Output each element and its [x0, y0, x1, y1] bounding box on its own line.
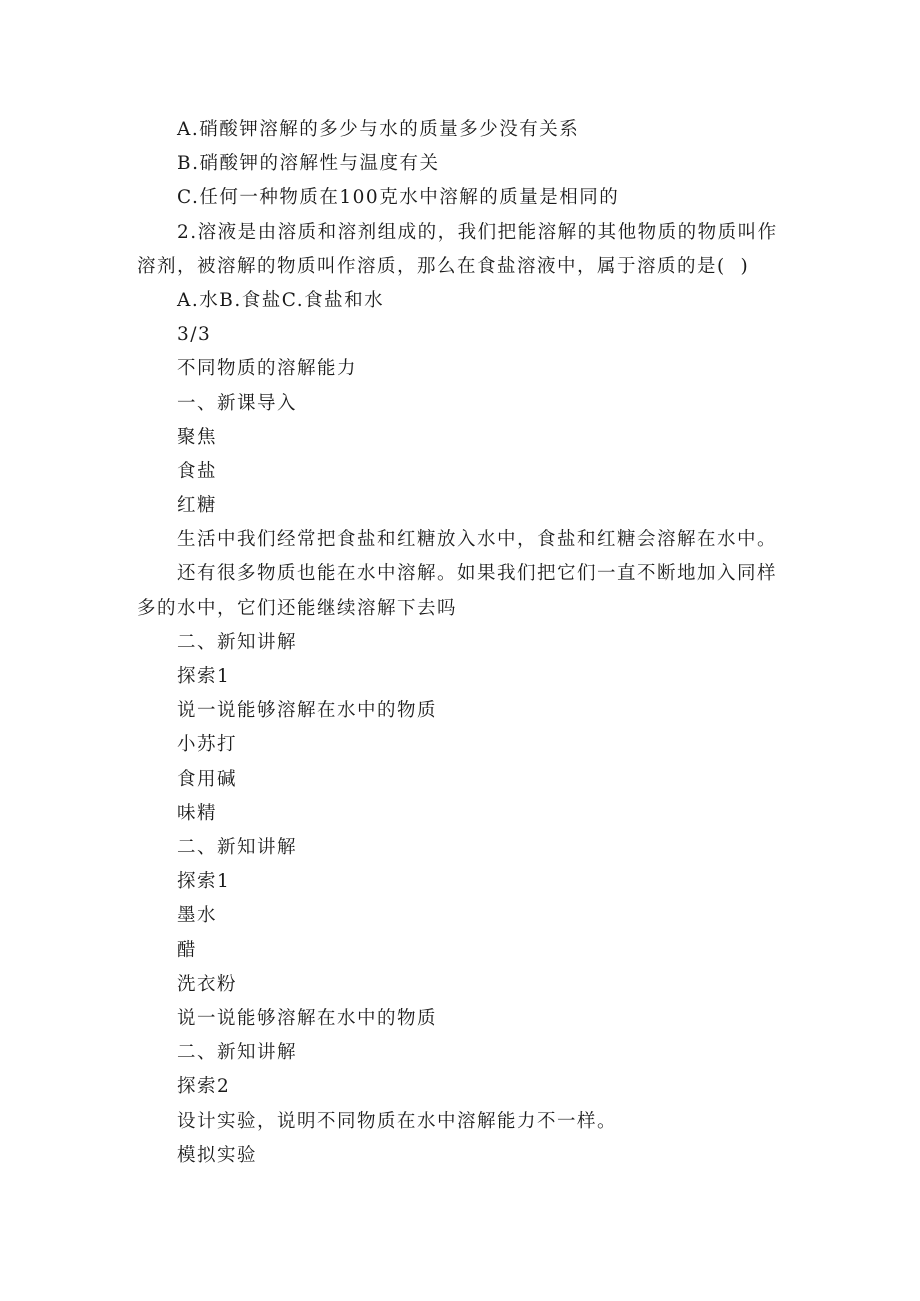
- option-a-text: A.硝酸钾溶解的多少与水的质量多少没有关系: [177, 119, 580, 140]
- section-heading-new-knowledge-3: 二、新知讲解: [177, 1042, 298, 1064]
- list-item-salt: 食盐: [177, 460, 218, 482]
- list-item-edible-alkali: 食用碱: [177, 768, 238, 790]
- intro-paragraph: 生活中我们经常把食盐和红糖放入水中，食盐和红糖会溶解在水中。: [177, 529, 778, 551]
- simulation-experiment-label: 模拟实验: [177, 1144, 258, 1166]
- focus-label: 聚焦: [177, 426, 218, 448]
- section-heading-intro: 一、新课导入: [177, 392, 298, 414]
- section-heading-new-knowledge: 二、新知讲解: [177, 631, 298, 653]
- document-content: [137, 113, 787, 1173]
- say-soluble-text: 说一说能够溶解在水中的物质: [177, 700, 438, 722]
- design-experiment-text: 设计实验，说明不同物质在水中溶解能力不一样。: [177, 1110, 618, 1132]
- say-soluble-text-2: 说一说能够溶解在水中的物质: [177, 1007, 438, 1029]
- list-item-brown-sugar: 红糖: [177, 495, 218, 517]
- explore-1-label: 探索1: [177, 666, 231, 688]
- lesson-title: 不同物质的溶解能力: [177, 358, 358, 380]
- option-c-text: C.任何一种物质在100克水中溶解的质量是相同的: [177, 187, 620, 209]
- question-2-text: 2.溶液是由溶质和溶剂组成的，我们把能溶解的其他物质的物质叫作溶剂，被溶解的物质叫作溶质，那么在食盐溶液中，属于溶质的是( ): [137, 221, 778, 277]
- explore-1-label-2: 探索1: [177, 871, 231, 893]
- option-b-text: B.硝酸钾的溶解性与温度有关: [177, 153, 440, 175]
- list-item-vinegar: 醋: [177, 939, 198, 961]
- section-heading-new-knowledge-2: 二、新知讲解: [177, 837, 298, 858]
- list-item-ink: 墨水: [177, 905, 218, 927]
- question-2-options: A.水B.食盐C.食盐和水: [177, 289, 385, 311]
- list-item-baking-soda: 小苏打: [177, 734, 238, 756]
- page-marker: 3/3: [177, 324, 212, 346]
- list-item-detergent: 洗衣粉: [177, 973, 238, 995]
- list-item-msg: 味精: [177, 802, 218, 824]
- explore-2-label: 探索2: [177, 1076, 231, 1098]
- question-paragraph: 还有很多物质也能在水中溶解。如果我们把它们一直不断地加入同样多的水中，它们还能继续溶解下去吗: [137, 563, 778, 619]
